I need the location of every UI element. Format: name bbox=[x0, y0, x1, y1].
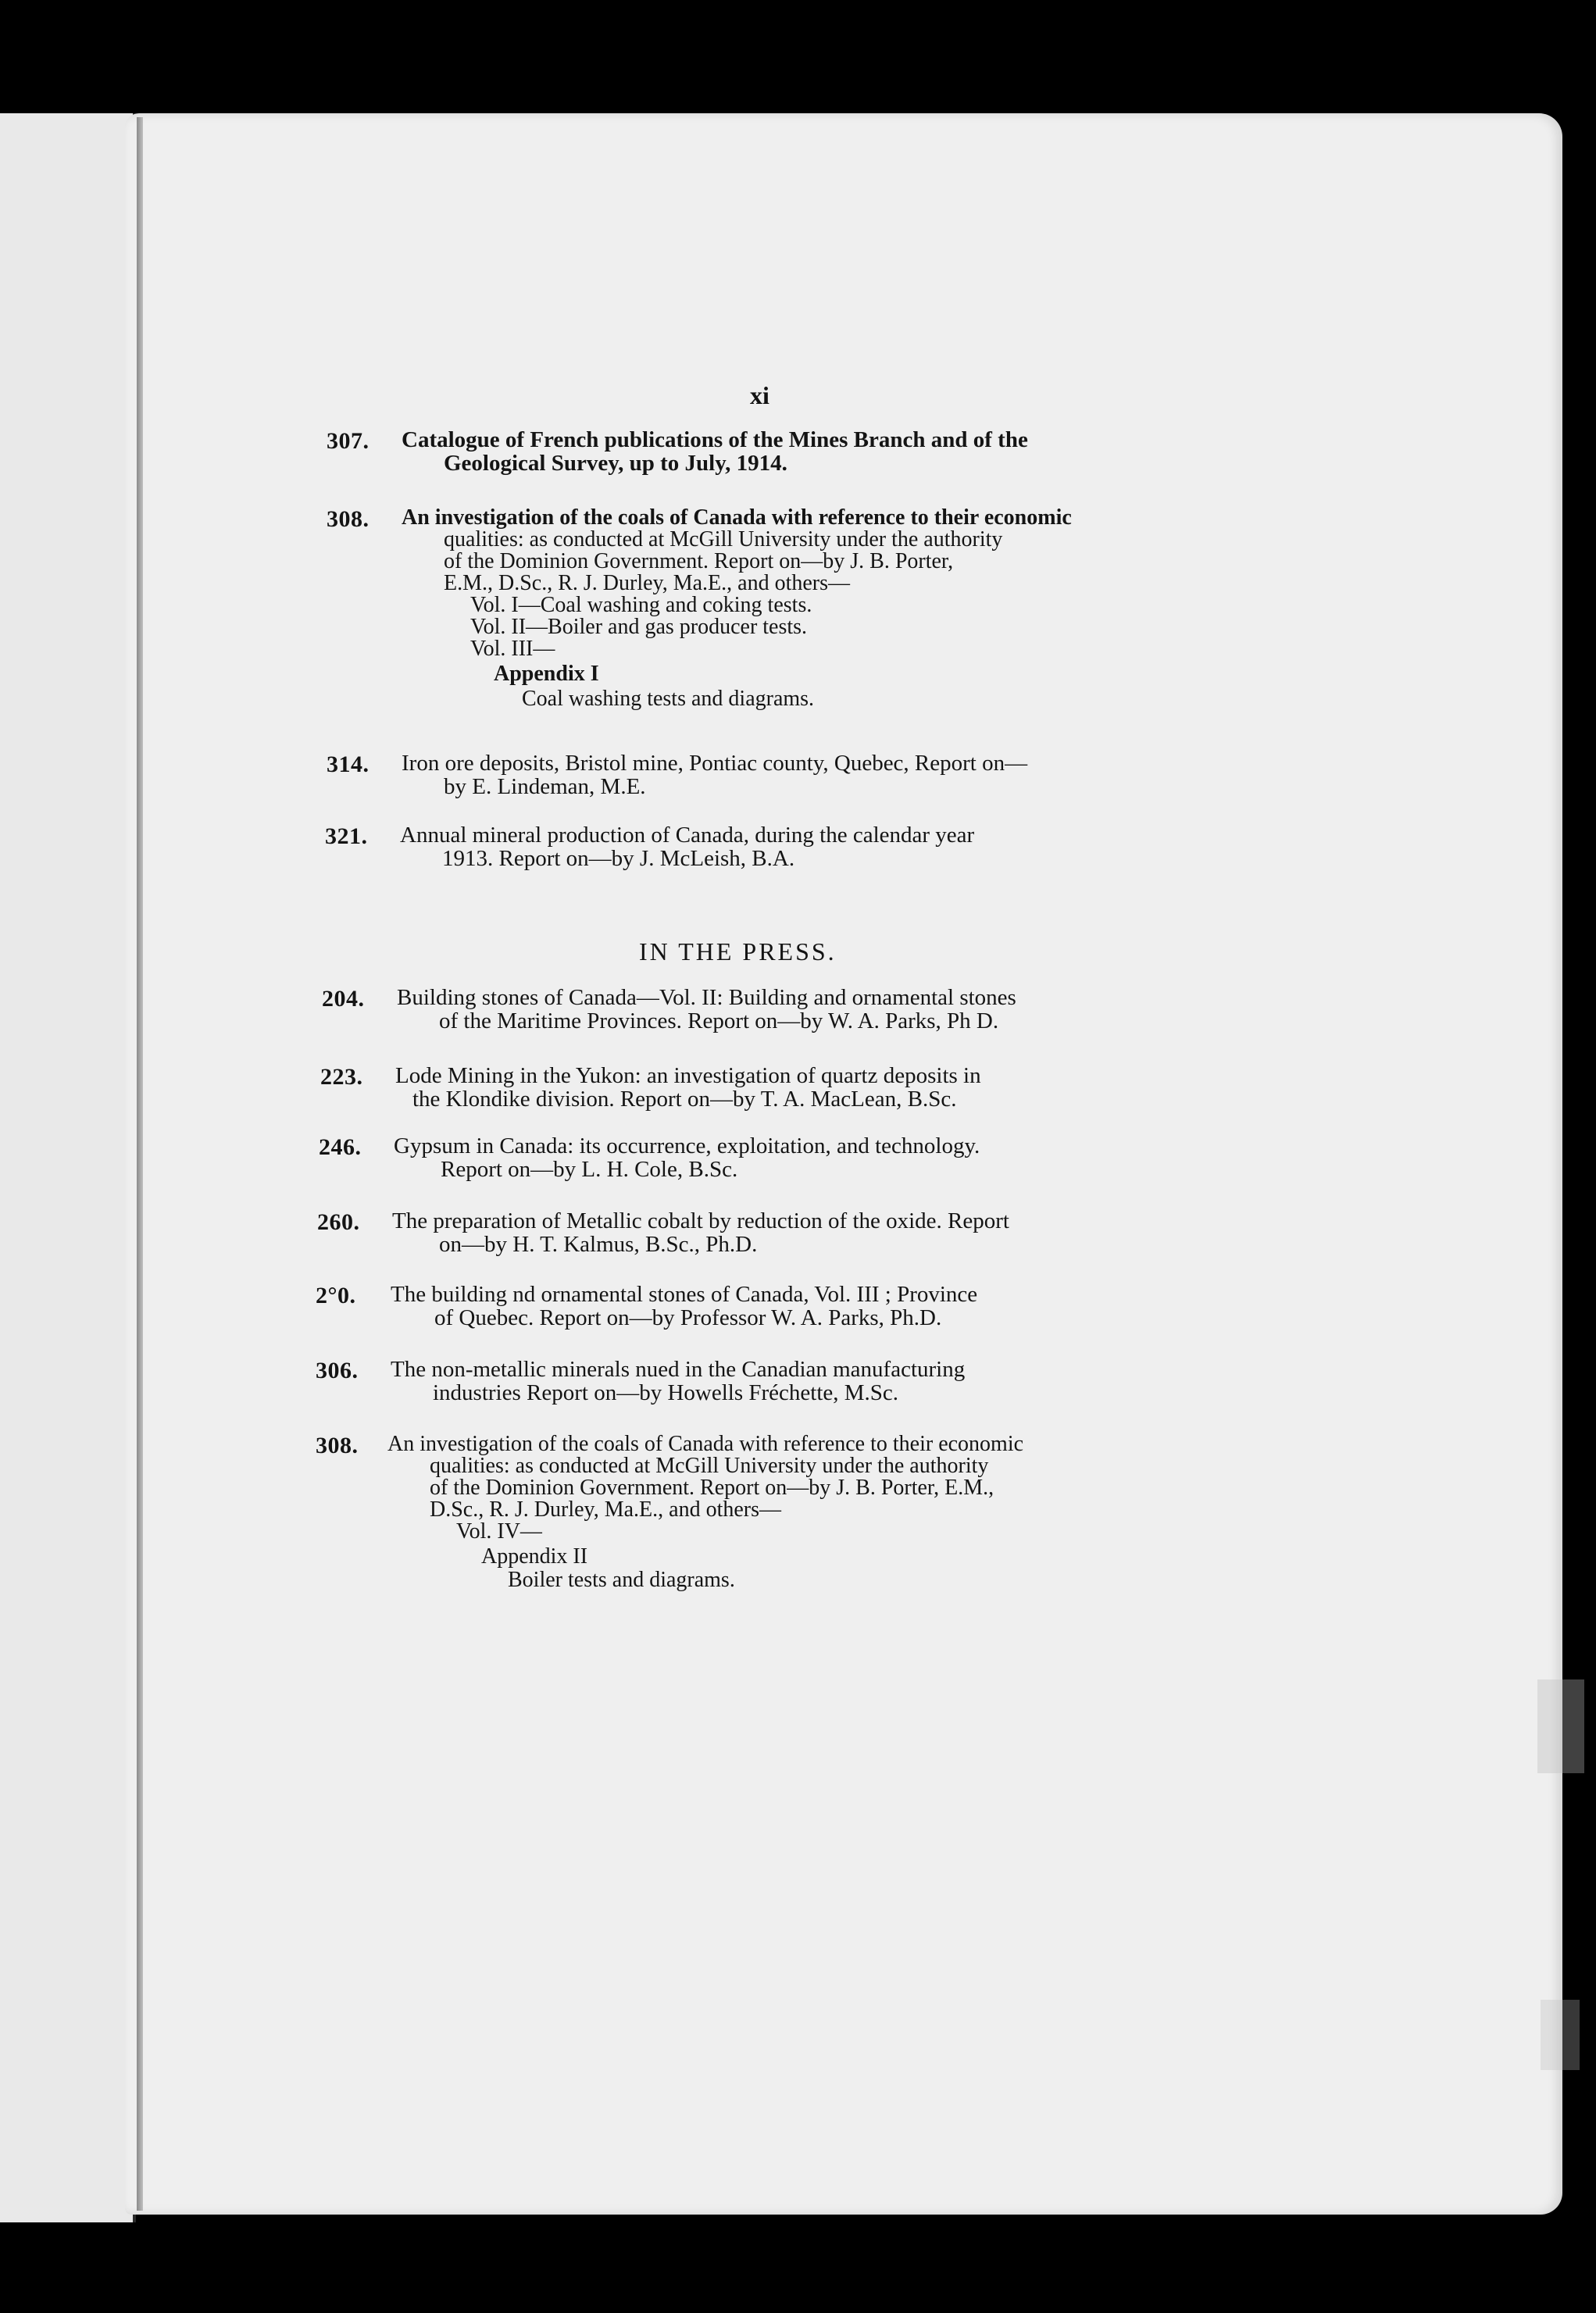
entry-line: An investigation of the coals of Canada with reference to their economic bbox=[387, 1432, 1024, 1456]
entry-line: Geological Survey, up to July, 1914. bbox=[444, 451, 787, 476]
entry-line: Gypsum in Canada: its occurrence, exploitation, and technology. bbox=[394, 1133, 980, 1158]
entry-line: Vol. III— bbox=[470, 637, 555, 661]
entry-line: Coal washing tests and diagrams. bbox=[522, 687, 815, 711]
entry-line: on—by H. T. Kalmus, B.Sc., Ph.D. bbox=[439, 1232, 758, 1257]
publication-number: 306. bbox=[316, 1358, 359, 1383]
entry-line: of the Dominion Government. Report on—by J. B. Porter, bbox=[444, 549, 954, 573]
entry-line: Vol. I—Coal washing and coking tests. bbox=[470, 593, 812, 617]
publication-number: 223. bbox=[320, 1064, 363, 1090]
entry-line: of the Dominion Government. Report on—by J. B. Porter, E.M., bbox=[430, 1476, 994, 1500]
entry-line: qualities: as conducted at McGill University under the authority bbox=[430, 1454, 989, 1478]
entry-line: Building stones of Canada—Vol. II: Building and ornamental stones bbox=[397, 985, 1016, 1010]
entry-line: the Klondike division. Report on—by T. A. MacLean, B.Sc. bbox=[412, 1087, 957, 1112]
page-spine-shadow bbox=[137, 117, 143, 2211]
entry-line: D.Sc., R. J. Durley, Ma.E., and others— bbox=[430, 1497, 782, 1522]
publication-number: 246. bbox=[319, 1134, 362, 1160]
publication-number: 308. bbox=[327, 506, 370, 532]
entry-line: The non-metallic minerals nued in the Canadian manufacturing bbox=[391, 1357, 966, 1382]
entry-line: of the Maritime Provinces. Report on—by W. A. Parks, Ph D. bbox=[439, 1008, 999, 1033]
publication-number: 321. bbox=[325, 823, 368, 849]
entry-line: by E. Lindeman, M.E. bbox=[444, 774, 646, 799]
facing-page-edge bbox=[0, 113, 136, 2222]
entry-line: E.M., D.Sc., R. J. Durley, Ma.E., and others— bbox=[444, 571, 851, 595]
entry-line: 1913. Report on—by J. McLeish, B.A. bbox=[442, 846, 795, 871]
entry-line: Vol. IV— bbox=[456, 1519, 542, 1544]
entry-line: of Quebec. Report on—by Professor W. A. Parks, Ph.D. bbox=[434, 1305, 942, 1330]
entry-line: The preparation of Metallic cobalt by reduction of the oxide. Report bbox=[392, 1208, 1009, 1233]
publication-number: 2°0. bbox=[316, 1283, 356, 1308]
entry-line: Lode Mining in the Yukon: an investigation of quartz deposits in bbox=[395, 1063, 981, 1088]
entry-line: Appendix I bbox=[494, 662, 599, 686]
entry-line: An investigation of the coals of Canada with reference to their economic bbox=[402, 505, 1072, 530]
in-the-press-heading: IN THE PRESS. bbox=[639, 937, 837, 966]
entry-line: Vol. II—Boiler and gas producer tests. bbox=[470, 615, 808, 639]
entry-line: Report on—by L. H. Cole, B.Sc. bbox=[441, 1157, 738, 1182]
entry-line: Boiler tests and diagrams. bbox=[508, 1568, 735, 1592]
entry-line: industries Report on—by Howells Fréchette, M.Sc. bbox=[433, 1380, 899, 1405]
entry-line: The building nd ornamental stones of Canada, Vol. III ; Province bbox=[391, 1282, 978, 1307]
publication-number: 308. bbox=[316, 1433, 359, 1458]
entry-line: Annual mineral production of Canada, during the calendar year bbox=[400, 823, 975, 848]
publication-number: 260. bbox=[317, 1209, 360, 1235]
entry-line: qualities: as conducted at McGill University under the authority bbox=[444, 527, 1003, 551]
page-folio: xi bbox=[750, 381, 769, 409]
edge-speck bbox=[1537, 1679, 1584, 1773]
edge-speck bbox=[1541, 2000, 1580, 2070]
publication-number: 314. bbox=[327, 751, 370, 777]
entry-line: Appendix II bbox=[481, 1544, 588, 1569]
entry-line: Catalogue of French publications of the Mines Branch and of the bbox=[402, 427, 1028, 452]
entry-line: Iron ore deposits, Bristol mine, Pontiac county, Quebec, Report on— bbox=[402, 751, 1028, 776]
publication-number: 307. bbox=[327, 428, 370, 454]
publication-number: 204. bbox=[322, 986, 365, 1012]
